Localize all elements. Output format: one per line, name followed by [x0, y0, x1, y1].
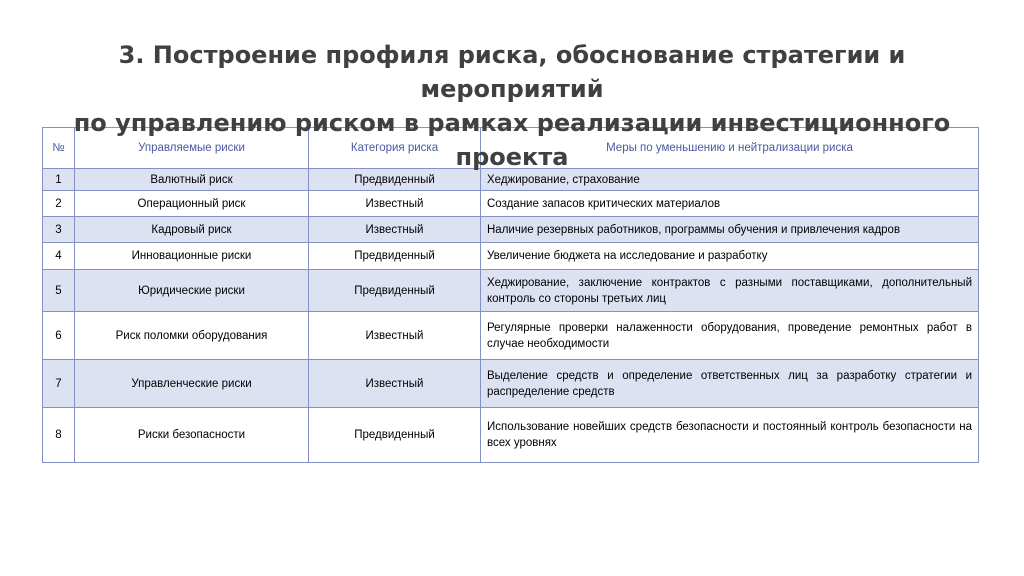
risk-measures: Увеличение бюджета на исследование и разработку	[481, 243, 979, 270]
slide-title-line-1: 3. Построение профиля риска, обоснование стратегии и мероприятий	[118, 41, 906, 103]
row-number: 2	[43, 191, 75, 217]
risk-measures: Создание запасов критических материалов	[481, 191, 979, 217]
risk-category: Известный	[309, 217, 481, 243]
row-number: 6	[43, 312, 75, 360]
risk-table	[42, 127, 979, 463]
header-risks: Управляемые риски	[75, 128, 309, 169]
table-row	[43, 243, 979, 270]
table-row	[43, 270, 979, 312]
risk-name: Риск поломки оборудования	[75, 312, 309, 360]
table-row	[43, 360, 979, 408]
slide-title-line-3: проекта	[455, 143, 569, 171]
header-number: №	[43, 128, 75, 169]
risk-measures: Регулярные проверки налаженности оборудования, проведение ремонтных работ в случае необходимости	[481, 312, 979, 360]
row-number: 5	[43, 270, 75, 312]
table-row	[43, 217, 979, 243]
table-row	[43, 191, 979, 217]
row-number: 1	[43, 169, 75, 191]
risk-name: Операционный риск	[75, 191, 309, 217]
risk-category: Известный	[309, 360, 481, 408]
risk-name: Юридические риски	[75, 270, 309, 312]
row-number: 3	[43, 217, 75, 243]
slide-title	[30, 38, 994, 174]
row-number: 7	[43, 360, 75, 408]
risk-measures: Хеджирование, страхование	[481, 169, 979, 191]
risk-name: Риски безопасности	[75, 408, 309, 463]
header-measures: Меры по уменьшению и нейтрализации риска	[481, 128, 979, 169]
header-category: Категория риска	[309, 128, 481, 169]
risk-category: Предвиденный	[309, 408, 481, 463]
risk-category: Известный	[309, 191, 481, 217]
risk-measures: Наличие резервных работников, программы обучения и привлечения кадров	[481, 217, 979, 243]
slide-title-line-2: по управлению риском в рамках реализации инвестиционного	[73, 109, 951, 137]
row-number: 8	[43, 408, 75, 463]
row-number: 4	[43, 243, 75, 270]
risk-category: Предвиденный	[309, 243, 481, 270]
risk-category: Предвиденный	[309, 270, 481, 312]
table-row	[43, 312, 979, 360]
risk-measures: Использование новейших средств безопасности и постоянный контроль безопасности на всех уровнях	[481, 408, 979, 463]
risk-name: Валютный риск	[75, 169, 309, 191]
risk-name: Инновационные риски	[75, 243, 309, 270]
risk-category: Предвиденный	[309, 169, 481, 191]
risk-measures: Выделение средств и определение ответственных лиц за разработку стратегии и распределение средств	[481, 360, 979, 408]
risk-name: Кадровый риск	[75, 217, 309, 243]
table-row	[43, 408, 979, 463]
risk-measures: Хеджирование, заключение контрактов с разными поставщиками, дополнительный контроль со стороны третьих лиц	[481, 270, 979, 312]
risk-category: Известный	[309, 312, 481, 360]
risk-name: Управленческие риски	[75, 360, 309, 408]
